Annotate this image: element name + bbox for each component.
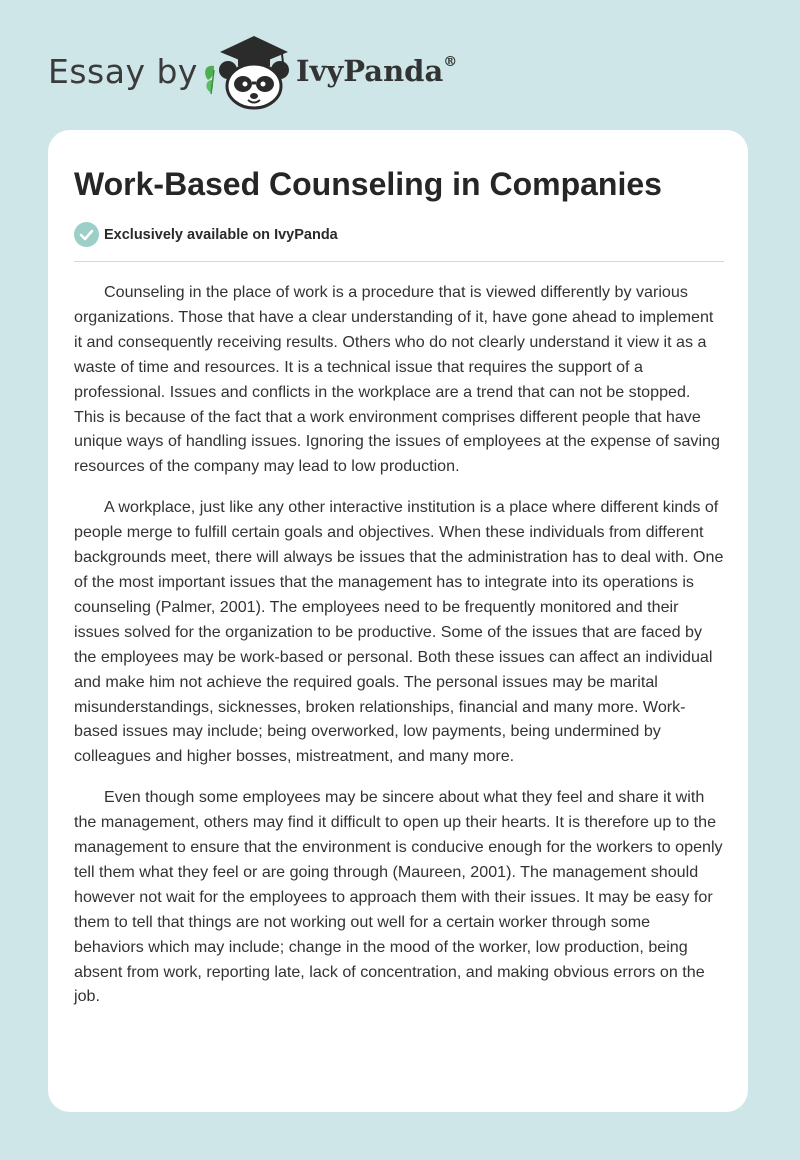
essay-by-label: Essay by	[48, 52, 198, 91]
article-card	[48, 130, 748, 1112]
panda-logo-icon	[200, 30, 296, 110]
registered-mark: ®	[443, 54, 458, 71]
paragraph: Counseling in the place of work is a procedure that is viewed differently by various organizations. Those that have a clear understanding of it, have gone ahead to implement it and consequently receiving results. Others who do not clearly understand it view it as a waste of time and resources. It is a technical issue that requires the support of a professional. Issues and conflicts in the workplace are a trend that can not be stopped. This is because of the fact that a work environment comprises different people that have unique ways of handling issues. Ignoring the issues of employees at the expense of saving resources of the company may lead to low production.	[74, 283, 720, 476]
site-header	[48, 30, 748, 110]
paragraph: A workplace, just like any other interactive institution is a place where different kinds of people merge to fulfill certain goals and objectives. When these individuals from different backgrounds meet, there will always be issues that the administration has to deal with. One of the most important issues that the management has to integrate into its operations is counseling (Palmer, 2001). The employees need to be frequently monitored and their issues solved for the organization to be productive. Some of the issues that are faced by the employees may be work-based or personal. Both these issues can affect an individual and make him not achieve the required goals. The personal issues may be marital misunderstandings, sicknesses, broken relationships, financial and many more. Work-based issues may include; being overworked, low payments, being undermined by colleagues and higher bosses, mistreatment, and many more.	[74, 498, 724, 766]
paragraph: Even though some employees may be sincere about what they feel and share it with the management, others may find it difficult to open up their hearts. It is therefore up to the management to ensure that the environment is conducive enough for the workers to openly tell them what they feel or are going through (Maureen, 2001). The management should however not wait for the employees to approach them with their issues. It may be easy for them to tell that things are not working out well for a certain worker through some behaviors which may include; change in the mood of the worker, low production, being absent from work, reporting late, lack of concentration, and making obvious errors on the job.	[74, 788, 723, 1006]
brand-name[interactable]	[296, 54, 457, 88]
ivypanda-logo[interactable]	[200, 30, 296, 115]
article-body	[74, 280, 724, 1025]
check-circle-icon	[74, 222, 99, 247]
divider	[74, 261, 724, 262]
brand-text: IvyPanda	[296, 54, 444, 88]
exclusive-badge-label: Exclusively available on IvyPanda	[104, 227, 338, 243]
page-title: Work-Based Counseling in Companies	[74, 166, 662, 202]
